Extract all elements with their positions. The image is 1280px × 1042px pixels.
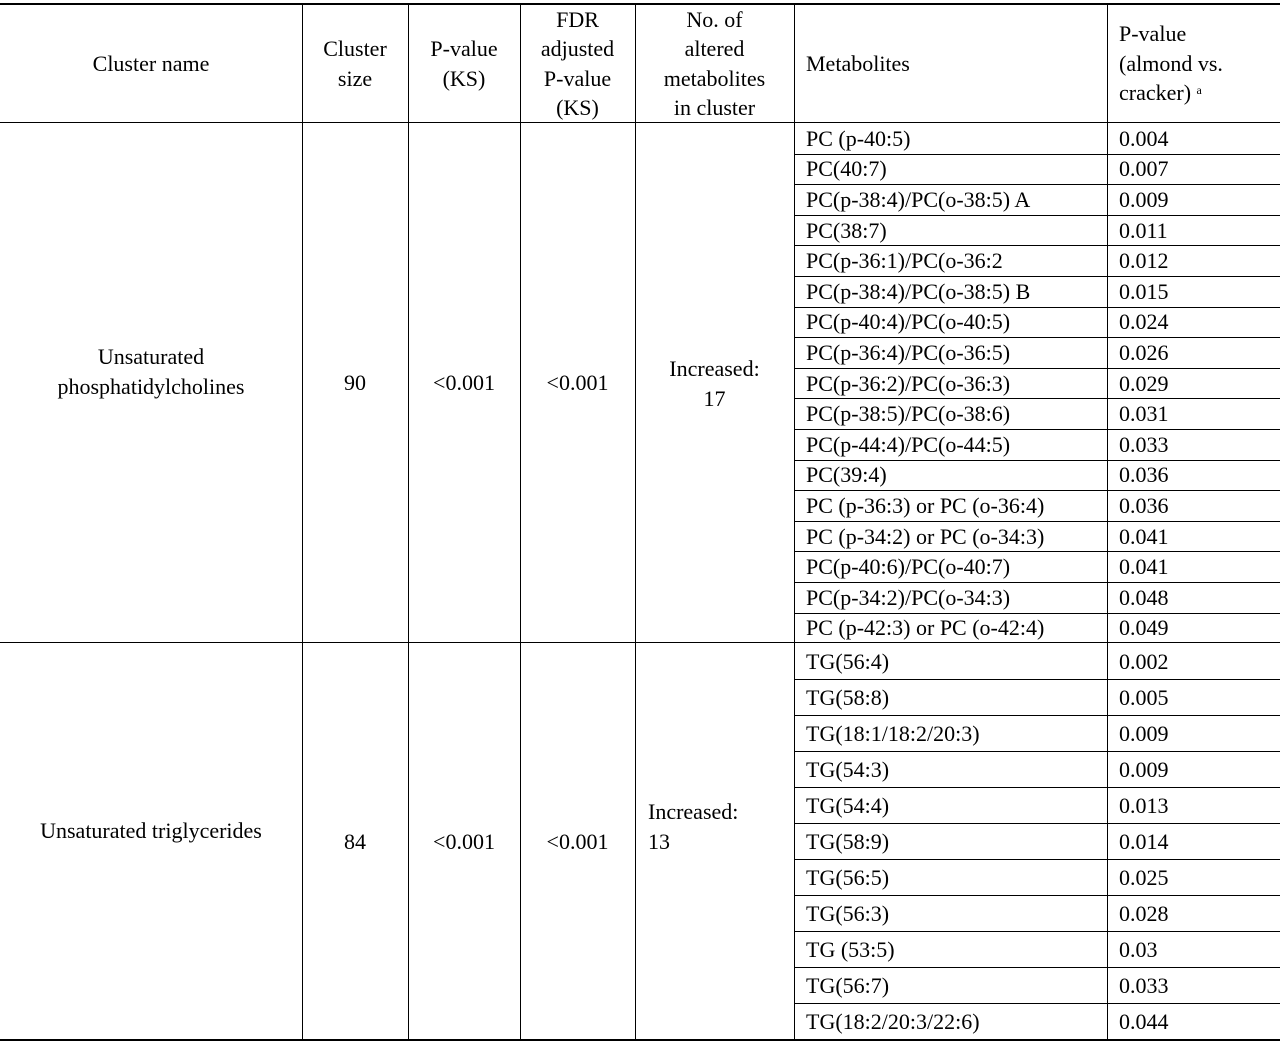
metabolite-name: TG(56:7) bbox=[806, 972, 890, 998]
group1-altered: Increased: 17 bbox=[669, 356, 760, 411]
metabolite-name: PC(p-40:6)/PC(o-40:7) bbox=[806, 554, 1011, 580]
metabolite-p-value: 0.026 bbox=[1119, 340, 1169, 365]
rule-line bbox=[794, 490, 1280, 491]
rule-line bbox=[0, 642, 1280, 643]
metabolite-p-value: 0.014 bbox=[1119, 828, 1169, 854]
rule-line bbox=[0, 1039, 1280, 1041]
metabolite-name: PC (p-34:2) or PC (o-34:3) bbox=[806, 523, 1045, 549]
metabolite-name: PC(p-38:4)/PC(o-38:5) B bbox=[806, 278, 1031, 304]
rule-line bbox=[794, 460, 1280, 461]
metabolite-p-value: 0.015 bbox=[1119, 278, 1169, 304]
group2-p-ks: <0.001 bbox=[433, 829, 495, 854]
metabolite-p-value: 0.048 bbox=[1119, 584, 1169, 610]
metabolite-p-value: 0.004 bbox=[1119, 125, 1169, 151]
rule-line bbox=[794, 337, 1280, 338]
metabolite-name: PC(p-38:5)/PC(o-38:6) bbox=[806, 401, 1011, 427]
metabolite-p-value: 0.049 bbox=[1119, 615, 1169, 641]
metabolite-p-value: 0.025 bbox=[1119, 864, 1169, 890]
column-divider bbox=[302, 4, 303, 1040]
rule-line bbox=[794, 751, 1280, 752]
rule-line bbox=[0, 122, 1280, 123]
metabolite-name: TG(54:4) bbox=[806, 792, 890, 818]
metabolite-p-value: 0.029 bbox=[1119, 370, 1169, 396]
group2-size: 84 bbox=[344, 829, 366, 854]
metabolite-p-value: 0.03 bbox=[1119, 936, 1158, 962]
metabolite-name: TG (53:5) bbox=[806, 936, 895, 962]
metabolite-p-value: 0.036 bbox=[1119, 493, 1169, 518]
header-cluster-size: Cluster size bbox=[323, 36, 387, 91]
rule-line bbox=[794, 245, 1280, 246]
rule-line bbox=[794, 368, 1280, 369]
metabolite-p-value: 0.031 bbox=[1119, 401, 1169, 427]
metabolite-name: PC(p-40:4)/PC(o-40:5) bbox=[806, 309, 1011, 335]
metabolite-name: PC(p-44:4)/PC(o-44:5) bbox=[806, 431, 1011, 457]
metabolite-p-value: 0.002 bbox=[1119, 648, 1169, 674]
metabolite-name: PC(p-38:4)/PC(o-38:5) A bbox=[806, 187, 1031, 212]
rule-line bbox=[794, 895, 1280, 896]
group1-size: 90 bbox=[344, 370, 366, 395]
metabolite-name: PC(38:7) bbox=[806, 217, 887, 243]
rule-line bbox=[794, 613, 1280, 614]
footnote-marker: a bbox=[1196, 83, 1202, 98]
metabolite-p-value: 0.024 bbox=[1119, 309, 1169, 335]
rule-line bbox=[794, 184, 1280, 185]
rule-line bbox=[794, 787, 1280, 788]
metabolite-name: TG(56:5) bbox=[806, 864, 890, 890]
metabolite-p-value: 0.044 bbox=[1119, 1008, 1169, 1034]
metabolite-name: PC(39:4) bbox=[806, 462, 887, 488]
header-p-value-ks: P-value (KS) bbox=[430, 36, 498, 91]
rule-line bbox=[794, 679, 1280, 680]
metabolite-name: TG(56:4) bbox=[806, 648, 890, 674]
metabolite-name: TG(18:2/20:3/22:6) bbox=[806, 1008, 980, 1034]
metabolite-name: PC (p-42:3) or PC (o-42:4) bbox=[806, 615, 1045, 641]
header-p-value-almond: P-value (almond vs. cracker) $^a$ bbox=[1119, 21, 1223, 106]
rule-line bbox=[794, 276, 1280, 277]
rule-line bbox=[794, 551, 1280, 552]
column-divider bbox=[520, 4, 521, 1040]
rule-line bbox=[794, 582, 1280, 583]
rule-line bbox=[794, 823, 1280, 824]
metabolite-name: PC(p-36:1)/PC(o-36:2 bbox=[806, 248, 1003, 274]
metabolite-p-value: 0.005 bbox=[1119, 684, 1169, 710]
group1-name: Unsaturated phosphatidylcholines bbox=[57, 344, 245, 399]
metabolite-name: TG(18:1/18:2/20:3) bbox=[806, 720, 980, 746]
group1-p-ks: <0.001 bbox=[433, 370, 495, 395]
rule-line bbox=[794, 715, 1280, 716]
metabolite-name: PC (p-40:5) bbox=[806, 125, 911, 151]
group2-name: Unsaturated triglycerides bbox=[40, 818, 262, 843]
metabolite-p-value: 0.012 bbox=[1119, 248, 1169, 274]
metabolite-name: TG(54:3) bbox=[806, 756, 890, 782]
group1-fdr: <0.001 bbox=[546, 370, 609, 395]
group2-fdr: <0.001 bbox=[546, 829, 609, 854]
header-fdr-adjusted: FDR adjusted P-value (KS) bbox=[540, 6, 615, 120]
metabolite-p-value: 0.007 bbox=[1119, 156, 1169, 182]
metabolite-p-value: 0.009 bbox=[1119, 187, 1169, 212]
column-divider bbox=[635, 4, 636, 1040]
rule-line bbox=[0, 3, 1280, 5]
metabolite-p-value: 0.041 bbox=[1119, 554, 1169, 580]
metabolite-p-value: 0.036 bbox=[1119, 462, 1169, 488]
rule-line bbox=[794, 859, 1280, 860]
column-divider bbox=[794, 4, 795, 1040]
metabolite-p-value: 0.009 bbox=[1119, 720, 1169, 746]
rule-line bbox=[794, 931, 1280, 932]
metabolite-name: TG(58:8) bbox=[806, 684, 890, 710]
rule-line bbox=[794, 154, 1280, 155]
metabolite-p-value: 0.011 bbox=[1119, 217, 1168, 243]
group2-altered: Increased: 13 bbox=[648, 799, 739, 854]
metabolite-p-value: 0.041 bbox=[1119, 523, 1169, 549]
rule-line bbox=[794, 521, 1280, 522]
header-cluster-name: Cluster name bbox=[92, 50, 210, 76]
metabolite-p-value: 0.028 bbox=[1119, 900, 1169, 926]
metabolite-p-value: 0.033 bbox=[1119, 972, 1169, 998]
metabolite-name: TG(58:9) bbox=[806, 828, 890, 854]
header-altered-metabolites: No. of altered metabolites in cluster bbox=[663, 6, 766, 120]
metabolite-name: PC(p-36:2)/PC(o-36:3) bbox=[806, 370, 1011, 396]
rule-line bbox=[794, 398, 1280, 399]
metabolite-name: PC(40:7) bbox=[806, 156, 887, 182]
metabolite-name: TG(56:3) bbox=[806, 900, 890, 926]
metabolite-p-value: 0.009 bbox=[1119, 756, 1169, 782]
rule-line bbox=[794, 429, 1280, 430]
column-divider bbox=[408, 4, 409, 1040]
rule-line bbox=[794, 1003, 1280, 1004]
column-divider bbox=[1107, 4, 1108, 1040]
metabolite-name: PC(p-36:4)/PC(o-36:5) bbox=[806, 340, 1011, 365]
rule-line bbox=[794, 307, 1280, 308]
rule-line bbox=[794, 967, 1280, 968]
metabolite-p-value: 0.033 bbox=[1119, 431, 1169, 457]
metabolite-name: PC (p-36:3) or PC (o-36:4) bbox=[806, 493, 1045, 518]
metabolite-p-value: 0.013 bbox=[1119, 792, 1169, 818]
rule-line bbox=[794, 215, 1280, 216]
metabolite-name: PC(p-34:2)/PC(o-34:3) bbox=[806, 584, 1011, 610]
header-metabolites: Metabolites bbox=[806, 50, 910, 76]
